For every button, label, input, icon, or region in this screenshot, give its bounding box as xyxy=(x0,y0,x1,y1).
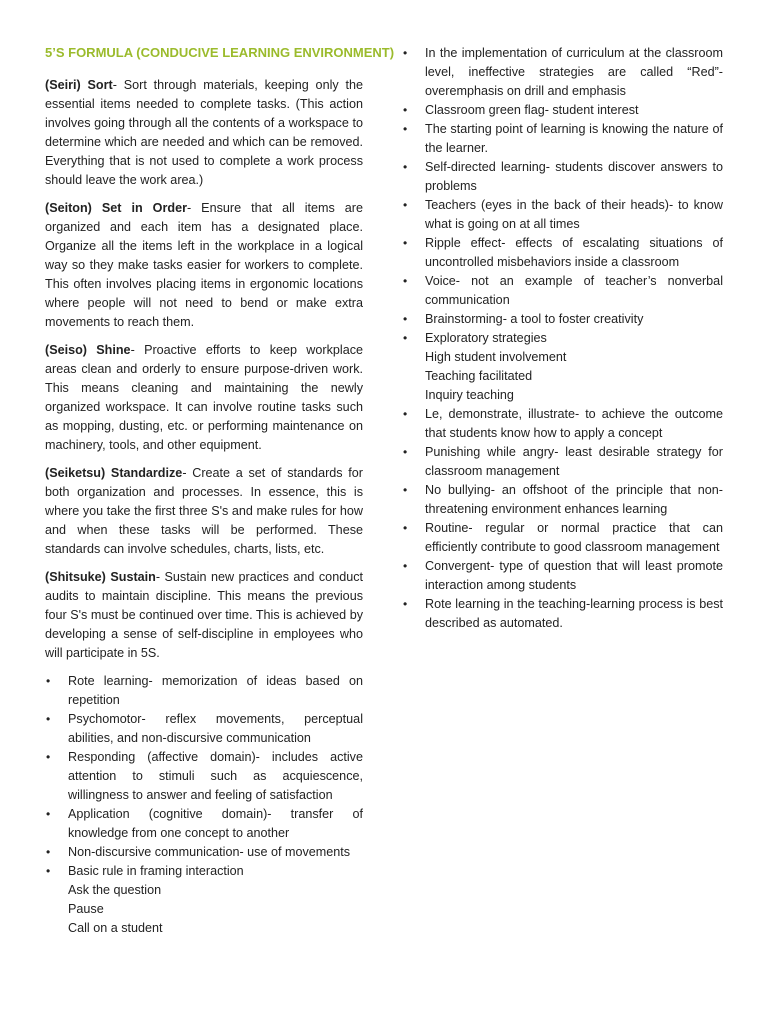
bullet-icon: • xyxy=(403,559,408,573)
list-item xyxy=(45,748,363,805)
bullet-icon: • xyxy=(403,160,408,174)
list-item-text: Convergent- type of question that will least promote interaction among students xyxy=(425,559,723,592)
bullet-icon: • xyxy=(403,122,408,136)
five-s-sections xyxy=(45,76,363,663)
list-item xyxy=(402,196,723,234)
list-item-text: Rote learning in the teaching-learning process is best described as automated. xyxy=(425,597,723,630)
section-text: - Ensure that all items are organized and each item has a designated place. Organize all the items left in the workplace in a logical way so they make tasks easier for workers to complete. This often involves placing items in ergonomic locations where people will not need to bend or make extra movements to reach them. xyxy=(45,201,363,329)
list-item xyxy=(402,44,723,101)
section-text: - Sort through materials, keeping only the essential items needed to complete tasks. (This action involves going through all the contents of a workspace to determine which are needed and which can be removed. Everything that is not used to complete a work process should leave the work area.) xyxy=(45,78,363,187)
bullet-icon: • xyxy=(403,521,408,535)
list-item-text: In the implementation of curriculum at the classroom level, ineffective strategies are called “Red”- overemphasis on drill and emphasis xyxy=(425,46,723,98)
bullet-icon: • xyxy=(46,712,51,726)
section-term: (Seiso) Shine xyxy=(45,343,131,357)
list-item-text: No bullying- an offshoot of the principle that non-threatening environment enhances learning xyxy=(425,483,723,516)
right-bullet-list xyxy=(402,44,723,633)
list-item xyxy=(402,272,723,310)
list-item-text: Voice- not an example of teacher’s nonverbal communication xyxy=(425,274,723,307)
list-subitem: High student involvement xyxy=(425,350,567,364)
bullet-icon: • xyxy=(403,445,408,459)
section-paragraph xyxy=(45,341,363,455)
list-item-text: Self-directed learning- students discover answers to problems xyxy=(425,160,723,193)
list-item-text: Rote learning- memorization of ideas based on repetition xyxy=(68,674,363,707)
bullet-icon: • xyxy=(46,807,51,821)
list-item-text: Teachers (eyes in the back of their heads)- to know what is going on at all times xyxy=(425,198,723,231)
list-item xyxy=(45,843,363,862)
list-item xyxy=(402,234,723,272)
list-item-text: Brainstorming- a tool to foster creativity xyxy=(425,312,644,326)
list-item xyxy=(402,329,723,405)
list-item xyxy=(402,595,723,633)
list-subitem: Inquiry teaching xyxy=(425,388,514,402)
list-item xyxy=(45,862,363,938)
section-text: - Sustain new practices and conduct audits to maintain discipline. This means the previous four S's must be continued over time. This is achieved by developing a sense of self-discipline in employees who will participate in 5S. xyxy=(45,570,363,660)
list-item xyxy=(402,310,723,329)
list-subitem: Pause xyxy=(68,902,104,916)
list-subitem: Teaching facilitated xyxy=(425,369,533,383)
list-item-text: The starting point of learning is knowing the nature of the learner. xyxy=(425,122,723,155)
list-item-text: Exploratory strategies xyxy=(425,331,547,345)
list-item-text: Psychomotor- reflex movements, perceptual abilities, and non-discursive communication xyxy=(68,712,363,745)
section-term: (Seiri) Sort xyxy=(45,78,113,92)
list-item xyxy=(402,443,723,481)
section-term: (Seiketsu) Standardize xyxy=(45,466,183,480)
left-column xyxy=(45,44,395,938)
bullet-icon: • xyxy=(46,864,51,878)
section-text: - Create a set of standards for both organization and processes. In essence, this is where you take the first three S's and make rules for how and when these tasks will be performed. These standards can involve schedules, charts, lists, etc. xyxy=(45,466,363,556)
list-item-text: Ripple effect- effects of escalating situations of uncontrolled misbehaviors inside a classroom xyxy=(425,236,723,269)
list-item xyxy=(402,405,723,443)
list-item-text: Basic rule in framing interaction xyxy=(68,864,244,878)
list-item xyxy=(402,101,723,120)
list-item xyxy=(402,519,723,557)
list-item xyxy=(402,158,723,196)
list-item-text: Routine- regular or normal practice that can efficiently contribute to good classroom management xyxy=(425,521,723,554)
bullet-icon: • xyxy=(403,312,408,326)
list-item xyxy=(402,120,723,158)
bullet-icon: • xyxy=(403,103,408,117)
section-term: (Shitsuke) Sustain xyxy=(45,570,156,584)
section-paragraph xyxy=(45,568,363,663)
list-subitem: Call on a student xyxy=(68,921,163,935)
list-item xyxy=(402,557,723,595)
bullet-icon: • xyxy=(46,845,51,859)
bullet-icon: • xyxy=(403,274,408,288)
bullet-icon: • xyxy=(403,331,408,345)
list-item-text: Le, demonstrate, illustrate- to achieve the outcome that students know how to apply a concept xyxy=(425,407,723,440)
bullet-icon: • xyxy=(46,674,51,688)
list-item xyxy=(45,710,363,748)
bullet-icon: • xyxy=(403,483,408,497)
section-paragraph xyxy=(45,464,363,559)
list-item-text: Non-discursive communication- use of movements xyxy=(68,845,351,859)
list-item xyxy=(402,481,723,519)
bullet-icon: • xyxy=(403,198,408,212)
bullet-icon: • xyxy=(403,236,408,250)
section-paragraph xyxy=(45,76,363,190)
list-item-text: Responding (affective domain)- includes active attention to stimuli such as acquiescence, willingness to answer and feeling of satisfaction xyxy=(68,750,363,802)
list-subitem: Ask the question xyxy=(68,883,162,897)
bullet-icon: • xyxy=(46,750,51,764)
left-bullet-list xyxy=(45,672,363,938)
list-item-text: Classroom green flag- student interest xyxy=(425,103,639,117)
section-term: (Seiton) Set in Order xyxy=(45,201,187,215)
section-text: - Proactive efforts to keep workplace areas clean and orderly to ensure purpose-driven work. This means cleaning and maintaining the newly organized workspace. It can involve routine tasks such as mopping, dusting, etc. or performing maintenance on machinery, tools, and other equipment. xyxy=(45,343,363,452)
list-item-text: Punishing while angry- least desirable strategy for classroom management xyxy=(425,445,723,478)
section-paragraph xyxy=(45,199,363,332)
document-heading: 5’S FORMULA (CONDUCIVE LEARNING ENVIRONMENT) xyxy=(45,45,395,60)
right-column xyxy=(402,44,723,633)
bullet-icon: • xyxy=(403,407,408,421)
list-item xyxy=(45,672,363,710)
bullet-icon: • xyxy=(403,597,408,611)
list-item xyxy=(45,805,363,843)
bullet-icon: • xyxy=(403,46,408,60)
list-item-text: Application (cognitive domain)- transfer of knowledge from one concept to another xyxy=(68,807,363,840)
